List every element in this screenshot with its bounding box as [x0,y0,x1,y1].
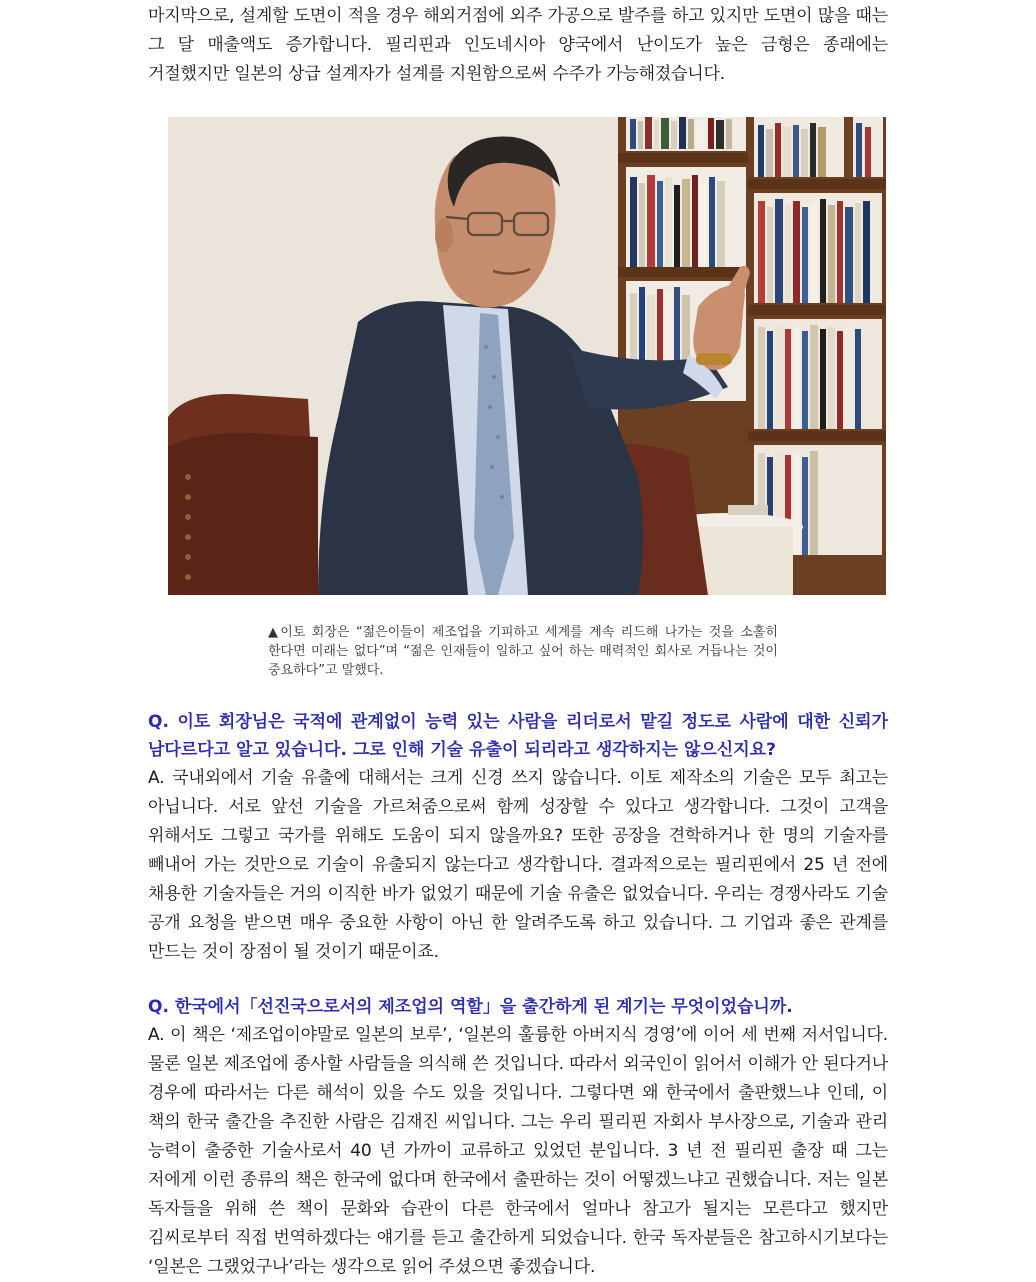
article-page [148,0,888,1282]
question-1: Q. 이토 회장님은 국적에 관계없이 능력 있는 사람을 리더로서 맡길 정도로 사람에 대한 신뢰가 남다르다고 알고 있습니다. 그로 인해 기술 유출이 되리라고 생각하지는 않으신지요? [148,712,888,760]
portrait-photo-icon [168,117,886,595]
photo-caption: ▲이토 회장은 “젊은이들이 제조업을 기피하고 세계를 계속 리드해 나가는 것을 소홀히 한다면 미래는 없다”며 “젊은 인재들이 일하고 싶어 하는 매력적인 회사로 거듭나는 것이 중요하다”고 말했다. [268,625,778,678]
intro-paragraph: 마지막으로, 설계할 도면이 적을 경우 해외거점에 외주 가공으로 발주를 하고 있지만 도면이 많을 때는 그 달 매출액도 증가합니다. 필리핀과 인도네시아 양국에서 난이도가 높은 금형은 종래에는 거절했지만 일본의 상급 설계자가 설계를 지원함으로써 수주가 가능해졌습니다. [148,6,888,84]
portrait-photo [168,117,886,595]
question-2: Q. 한국에서「선진국으로서의 제조업의 역할」을 출간하게 된 계기는 무엇이었습니까. [148,997,793,1017]
answer-2: A. 이 책은 ‘제조업이야말로 일본의 보루’, ‘일본의 훌륭한 아버지식 경영’에 이어 세 번째 저서입니다. 물론 일본 제조업에 종사할 사람들을 의식해 쓴 것입니다. 따라서 외국인이 읽어서 이해가 안 된다거나 경우에 따라서는 다른 해석이 있을 수도 있을 것입니다. 그렇다면 왜 한국에서 출판했느냐 인데, 이 책의 한국 출간을 추진한 사람은 김재진 씨입니다. 그는 우리 필리핀 자회사 부사장으로, 기술과 관리 능력이 출중한 기술사로서 40 년 가까이 교류하고 있었던 분입니다. 3 년 전 필리핀 출장 때 그는 저에게 이런 종류의 책은 한국에 없다며 한국에서 출판하는 것이 어떻겠느냐고 권했습니다. 저는 일본 독자들을 위해 쓴 책이 문화와 습관이 다른 한국에서 얼마나 참고가 될지는 모른다고 했지만 김씨로부터 직접 번역하겠다는 얘기를 듣고 출간하게 되었습니다. 한국 독자분들은 참고하시기보다는 ‘일본은 그랬었구나’라는 생각으로 읽어 주셨으면 좋겠습니다. [148,1025,888,1277]
answer-1: A. 국내외에서 기술 유출에 대해서는 크게 신경 쓰지 않습니다. 이토 제작소의 기술은 모두 최고는 아닙니다. 서로 앞선 기술을 가르쳐줌으로써 함께 성장할 수 있다고 생각합니다. 그것이 고객을 위해서도 그렇고 국가를 위해도 도움이 되지 않을까요? 또한 공장을 견학하거나 한 명의 기술자를 빼내어 가는 것만으로 기술이 유출되지 않는다고 생각합니다. 결과적으로는 필리핀에서 25 년 전에 채용한 기술자들은 거의 이직한 바가 없었기 때문에 기술 유출은 없었습니다. 우리는 경쟁사라도 기술 공개 요청을 받으면 매우 중요한 사항이 아닌 한 알려주도록 하고 있습니다. 그 기업과 좋은 관계를 만드는 것이 장점이 될 것이기 때문이죠. [148,768,888,962]
